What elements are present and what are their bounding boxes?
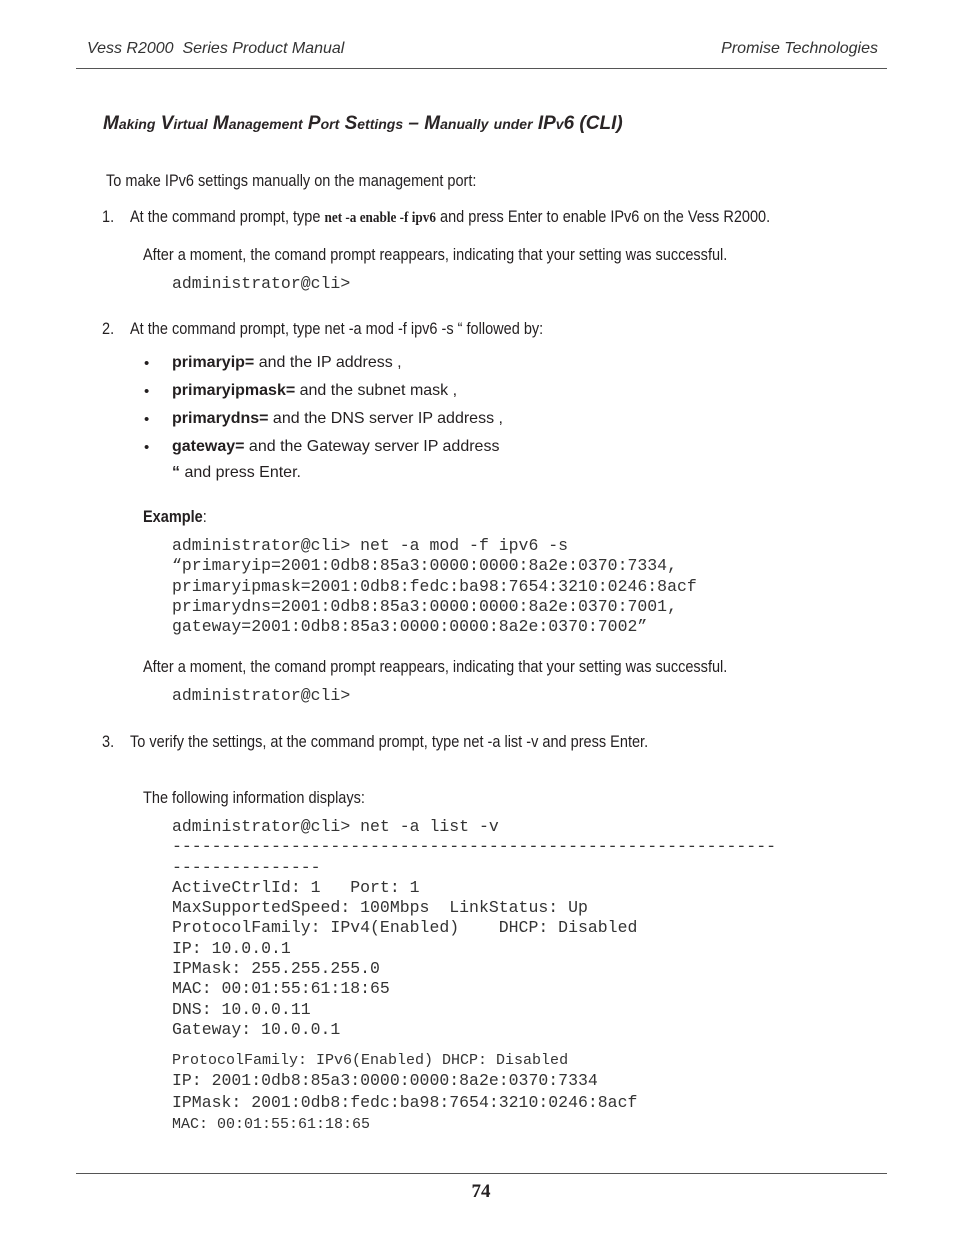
bullet-key: primarydns= [172,410,269,427]
ipv6-mac-line: MAC: 00:01:55:61:18:65 [172,1116,371,1133]
example-code-block: administrator@cli> net -a mod -f ipv6 -s “primaryip=2001:0db8:85a3:0000:0000:8a2e:0370:7334, primaryipmask=2001:0db8:fedc:ba98:7654:3210:0246:8acf primarydns=2001:0db8:85a3:0000:0000:8a2e:0370:7001, gateway=2001:0db8:85a3:0000:0000:8a2e:0370:7002” [172,536,697,637]
step-1-text-after: and press Enter to enable IPv6 on the Vess R2000. [435,208,771,226]
footer-rule [76,1173,887,1174]
title-cap: P [307,113,321,134]
closing-text [172,464,301,482]
step-1-prompt: administrator@cli> [172,274,351,293]
step-1-text [130,208,770,227]
bullet-gateway [172,438,499,456]
title-rest: anagement [228,116,303,132]
header-manual-title: Vess R2000 Series Product Manual [87,40,345,57]
ipv6-ip-line: IP: 2001:0db8:85a3:0000:0000:8a2e:0370:7334 [172,1071,598,1090]
step-1-after-text: After a moment, the comand prompt reappears, indicating that your setting was successful. [143,246,728,264]
step-3-text: To verify the settings, at the command prompt, type net -a list -v and press Enter. [130,733,649,751]
title-rest: under [493,116,533,132]
step-3-following-text: The following information displays: [143,789,365,807]
title-suffix: 6 (CLI) [563,113,623,134]
bullet-marker: • [144,355,150,372]
bullet-marker: • [144,383,150,400]
bullet-primarydns [172,410,503,428]
step-1-number: 1. [102,208,115,226]
step-3-number: 3. [102,733,115,751]
bullet-desc: and the DNS server IP address , [268,410,503,427]
bullet-key: primaryip= [172,354,255,371]
example-label [143,508,207,527]
intro-text: To make IPv6 settings manually on the management port: [106,172,477,190]
title-rest: irtual [173,116,208,132]
ipv6-mask-line: IPMask: 2001:0db8:fedc:ba98:7654:3210:0246:8acf [172,1093,638,1112]
title-rest: ettings [357,116,404,132]
step-2-text: At the command prompt, type net -a mod -f ipv6 -s “ followed by: [130,320,544,338]
title-cap: V [160,113,174,134]
header-company: Promise Technologies [721,40,878,57]
title-cap: M [424,113,441,134]
title-cap: M [103,113,119,134]
bullet-marker: • [144,439,150,456]
page-number: 74 [471,1181,491,1202]
example-label-text: Example [143,508,203,526]
bullet-desc: and the IP address , [254,354,402,371]
title-cap: IP [537,113,556,134]
bullet-primaryipmask [172,382,457,400]
closing-quote: “ [172,464,180,481]
title-rest: ort [320,116,340,132]
bullet-key: primaryipmask= [172,382,296,399]
header-rule [76,68,887,69]
step-1-command: net -a enable -f ipv6 [324,210,436,226]
closing-desc: and press Enter. [180,464,301,481]
ipv6-family-line: ProtocolFamily: IPv6(Enabled) DHCP: Disabled [172,1052,569,1069]
bullet-marker: • [144,411,150,428]
step-2-number: 2. [102,320,115,338]
example-colon: : [202,508,207,526]
step-2-after-text: After a moment, the comand prompt reappears, indicating that your setting was successful. [143,658,728,676]
step-2-prompt: administrator@cli> [172,686,351,705]
step-1-text-before: At the command prompt, type [130,208,325,226]
bullet-primaryip [172,354,402,372]
bullet-key: gateway= [172,438,245,455]
title-cap: M [212,113,229,134]
section-title [103,113,623,135]
title-dash: – [408,113,419,134]
list-output-block: administrator@cli> net -a list -v ------------------------------------------------------------- --------------- ActiveCtrlId: 1 Port: 1 MaxSupportedSpeed: 100Mbps LinkStatus: Up ProtocolFamily: IPv4(Enabled) DHCP: Disabled IP: 10.0.0.1 IPMask: 255.255.255.0 MAC: 00:01:55:61:18:65 DNS: 10.0.0.11 Gateway: 10.0.0.1 [172,817,776,1039]
title-rest: aking [118,116,156,132]
title-rest: anually [440,116,489,132]
title-cap: S [344,113,358,134]
bullet-desc: and the subnet mask , [295,382,458,399]
title-rest: v [555,116,564,132]
bullet-desc: and the Gateway server IP address [244,438,500,455]
